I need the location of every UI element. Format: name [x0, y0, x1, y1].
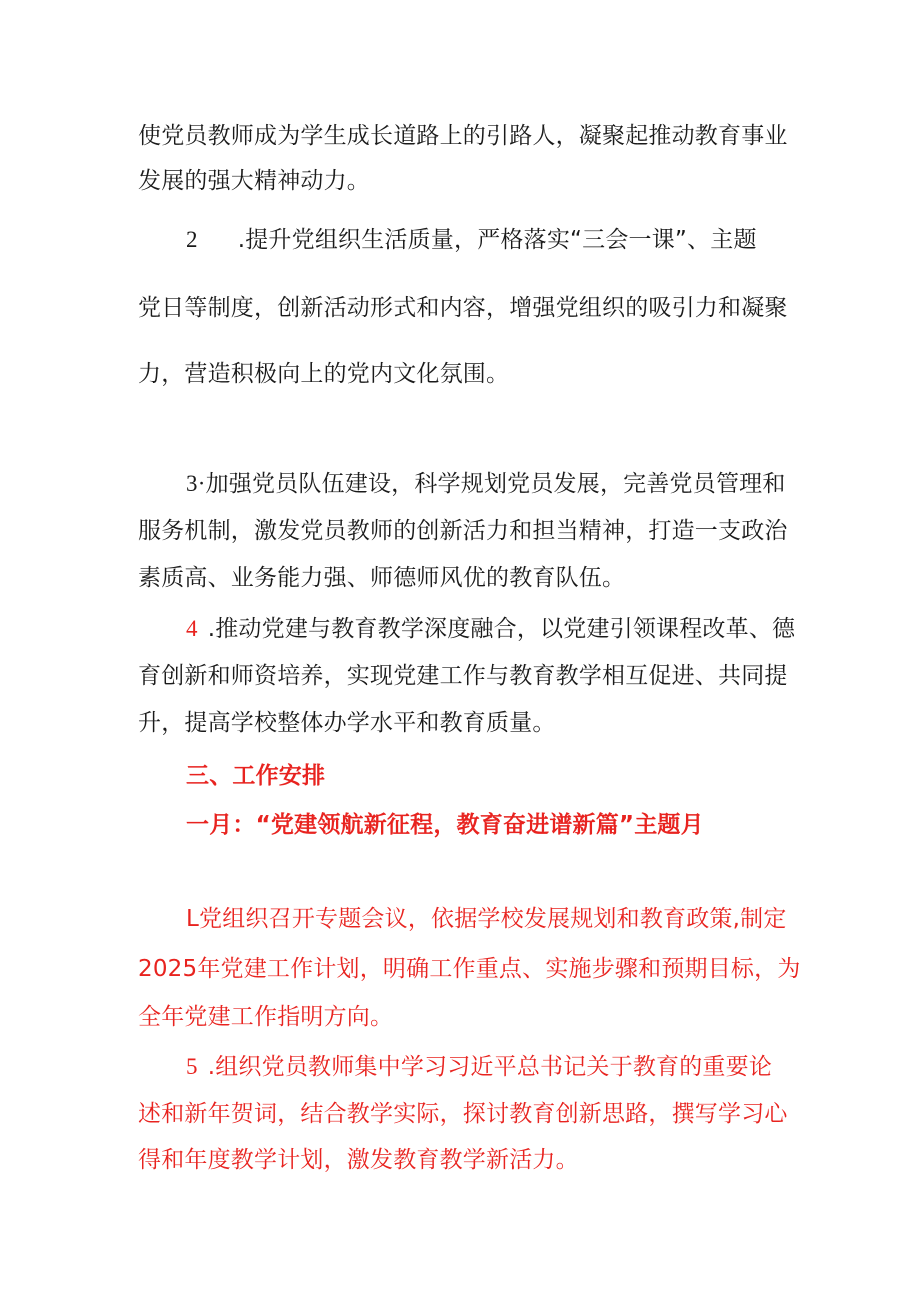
paragraph-line: 服务机制，激发党员教师的创新活力和担当精神，打造一支政治 — [138, 518, 788, 544]
paragraph-line: 党日等制度，创新活动形式和内容，增强党组织的吸引力和凝聚 — [138, 295, 788, 321]
list-item-5 — [186, 1052, 772, 1082]
paragraph-line: 2025年党建工作计划，明确工作重点、实施步骤和预期目标，为 — [138, 956, 801, 982]
paragraph-line: 升，提高学校整体办学水平和教育质量。 — [138, 710, 556, 736]
list-item-text: .组织党员教师集中学习习近平总书记关于教育的重要论 — [207, 1054, 773, 1080]
list-item-text: .推动党建与教育教学深度融合，以党建引领课程改革、德 — [207, 616, 796, 642]
paragraph-line: 力，营造积极向上的党内文化氛围。 — [138, 361, 510, 387]
list-item-2 — [186, 225, 757, 255]
list-item-4 — [186, 614, 795, 644]
list-number: 2 — [186, 227, 198, 252]
paragraph-line: 使党员教师成为学生成长道路上的引路人，凝聚起推动教育事业 — [138, 123, 788, 149]
paragraph-line: 得和年度教学计划，激发教育教学新活力。 — [138, 1147, 579, 1173]
paragraph-line: L党组织召开专题会议，依据学校发展规划和教育政策,制定 — [186, 906, 787, 932]
list-item-text: .提升党组织生活质量，严格落实“三会一课”、主题 — [237, 227, 757, 253]
paragraph-line: 素质高、业务能力强、师德师风优的教育队伍。 — [138, 565, 626, 591]
list-item-3 — [186, 469, 786, 499]
paragraph-line: 发展的强大精神动力。 — [138, 168, 370, 194]
paragraph-line: 全年党建工作指明方向。 — [138, 1004, 394, 1030]
list-item-text: 加强党员队伍建设，科学规划党员发展，完善党员管理和 — [205, 471, 786, 497]
paragraph-line: 育创新和师资培养，实现党建工作与教育教学相互促进、共同提 — [138, 663, 788, 689]
subsection-heading: 一月：“党建领航新征程，教育奋进谱新篇”主题月 — [186, 812, 704, 838]
list-number: 4 — [186, 616, 198, 641]
list-number: 5 — [186, 1054, 198, 1079]
paragraph-line: 述和新年贺词，结合教学实际，探讨教育创新思路，撰写学习心 — [138, 1101, 788, 1127]
list-number: 3· — [186, 471, 206, 496]
section-heading: 三、工作安排 — [186, 763, 326, 789]
